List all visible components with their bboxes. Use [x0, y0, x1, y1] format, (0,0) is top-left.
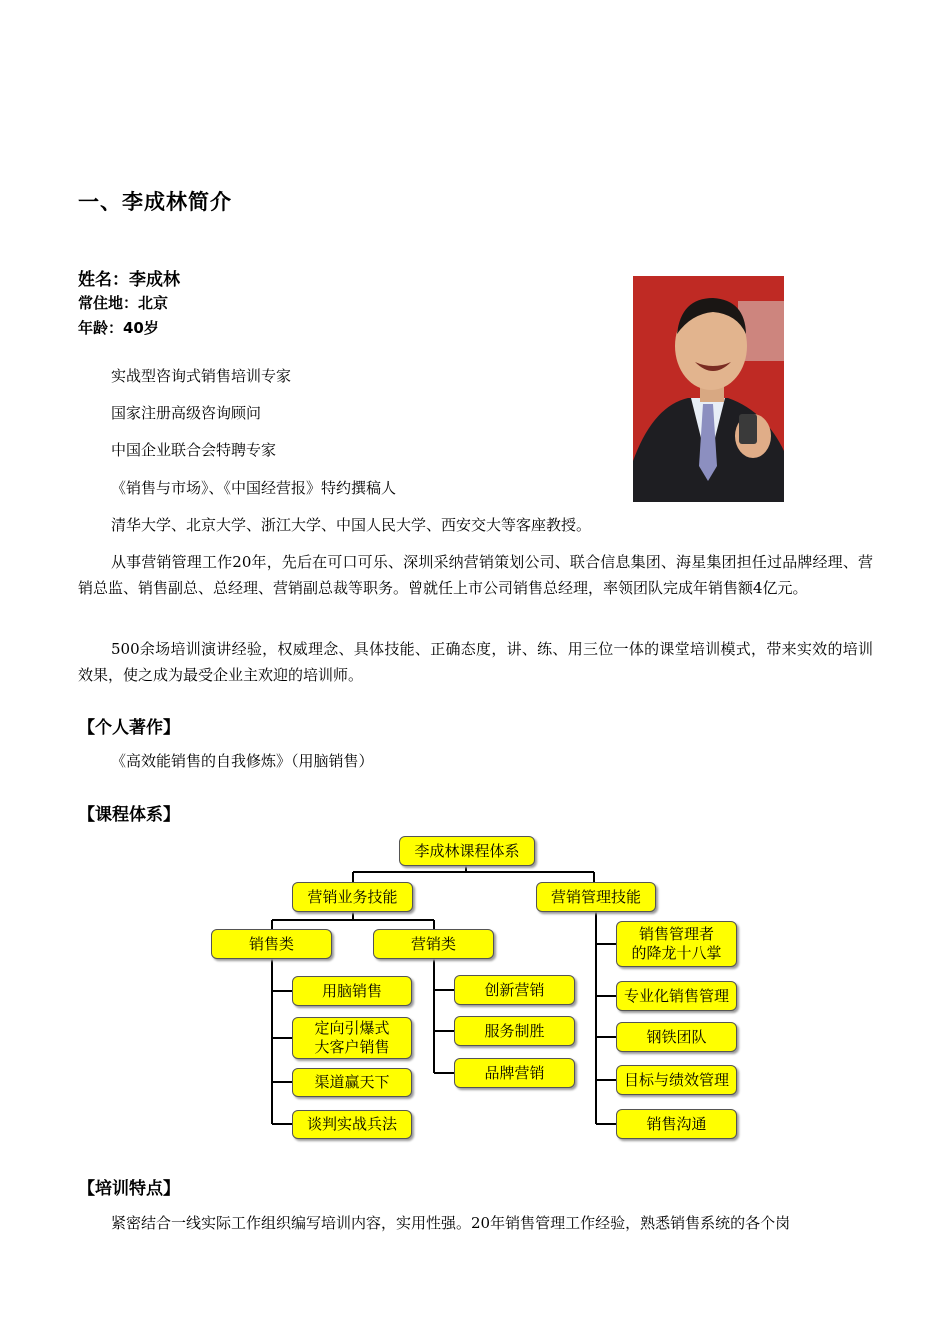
org-node-business-skills: 营销业务技能 [292, 882, 413, 912]
training-paragraph: 500余场培训演讲经验，权威理念、具体技能、正确态度，讲、练、用三位一体的课堂培训模式，带来实效的培训效果，使之成为最受企业主欢迎的培训师。 [78, 640, 873, 684]
org-node-management-item: 销售沟通 [616, 1109, 737, 1139]
org-node-marketing-item: 品牌营销 [454, 1058, 575, 1088]
org-node-marketing-item: 创新营销 [454, 975, 575, 1005]
section-heading: 一、李成林简介 [78, 190, 232, 214]
title-line: 清华大学、北京大学、浙江大学、中国人民大学、西安交大等客座教授。 [111, 516, 592, 534]
profile-name: 姓名：李成林 [78, 270, 180, 290]
profile-age: 年龄：40岁 [78, 319, 159, 337]
org-node-sales-category: 销售类 [211, 929, 332, 959]
org-node-marketing-category: 营销类 [373, 929, 494, 959]
org-node-management-item: 钢铁团队 [616, 1022, 737, 1052]
org-node-sales-item: 用脑销售 [292, 976, 412, 1006]
features-paragraph: 紧密结合一线实际工作组织编写培训内容，实用性强。20年销售管理工作经验，熟悉销售系统的各个岗 [111, 1214, 791, 1232]
title-line: 《销售与市场》、《中国经营报》特约撰稿人 [111, 479, 397, 497]
org-node-root: 李成林课程体系 [399, 836, 535, 866]
courses-heading: 【课程体系】 [78, 805, 180, 825]
book-title: 《高效能销售的自我修炼》（用脑销售） [111, 752, 374, 770]
features-heading: 【培训特点】 [78, 1179, 180, 1199]
org-node-sales-item: 定向引爆式 大客户销售 [292, 1017, 412, 1059]
works-heading: 【个人著作】 [78, 718, 180, 738]
org-node-management-item: 销售管理者 的降龙十八掌 [616, 921, 737, 967]
org-node-management-item: 专业化销售管理 [616, 981, 737, 1011]
org-node-management-item: 目标与绩效管理 [616, 1065, 737, 1095]
profile-residence: 常住地：北京 [78, 294, 169, 312]
org-node-management-skills: 营销管理技能 [536, 882, 656, 912]
title-line: 中国企业联合会特聘专家 [111, 441, 277, 459]
org-node-sales-item: 渠道赢天下 [292, 1068, 412, 1097]
title-line: 国家注册高级咨询顾问 [111, 404, 262, 422]
experience-paragraph: 从事营销管理工作20年，先后在可口可乐、深圳采纳营销策划公司、联合信息集团、海星集团担任过品牌经理、营销总监、销售副总、总经理、营销副总裁等职务。曾就任上市公司销售总经理，率领团队完成年销售额4亿元。 [78, 553, 873, 597]
org-node-sales-item: 谈判实战兵法 [292, 1110, 412, 1139]
org-node-marketing-item: 服务制胜 [454, 1016, 575, 1046]
title-line: 实战型咨询式销售培训专家 [111, 367, 292, 385]
